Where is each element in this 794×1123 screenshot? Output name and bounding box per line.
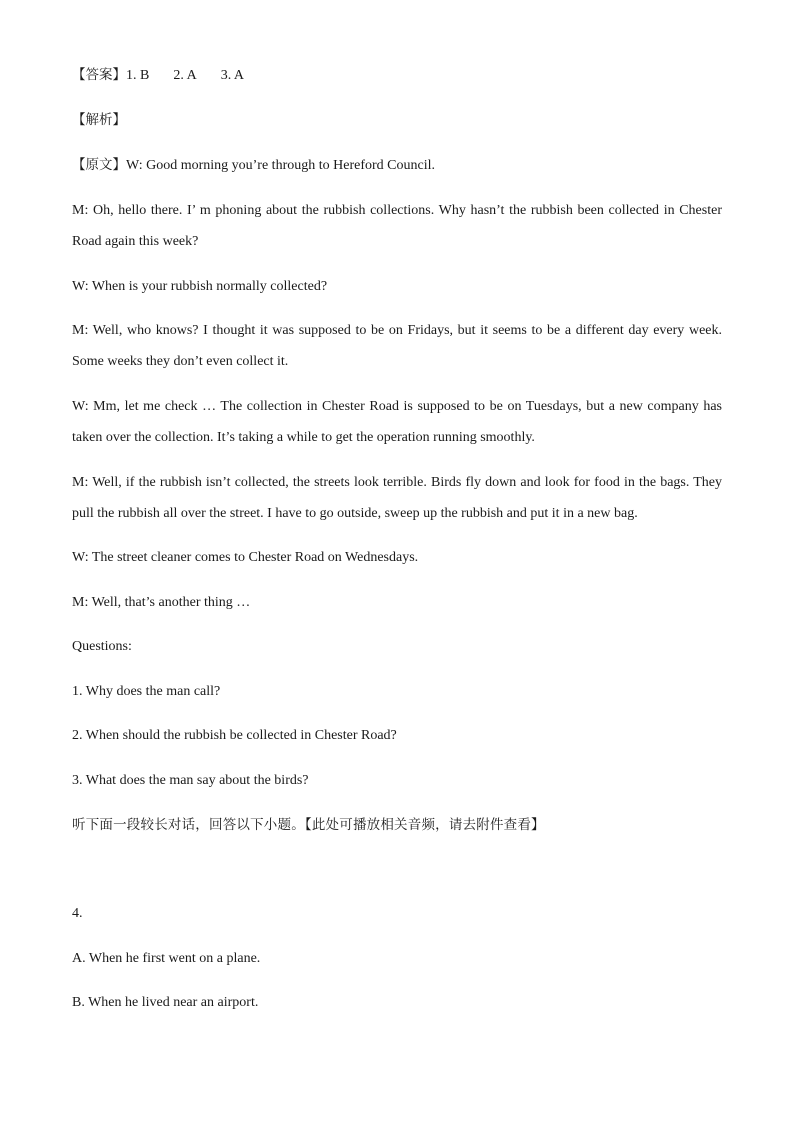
question-1: 1. Why does the man call? xyxy=(72,684,221,699)
transcript-text-1: W: Good morning you’re through to Hereford Council. xyxy=(126,158,435,173)
question-3: 3. What does the man say about the birds? xyxy=(72,773,309,788)
transcript-line-6: M: Well, if the rubbish isn’t collected, the streets look terrible. Birds fly down and look for food in the bags. They pull the rubbish all over the street. I have to go outside, sweep up the rubbish and put it in a new bag. xyxy=(72,475,722,521)
question-4-option-a: A. When he first went on a plane. xyxy=(72,951,261,966)
answer-item-3: 3. A xyxy=(220,68,245,83)
answer-item-1: 1. B xyxy=(126,68,150,83)
question-2: 2. When should the rubbish be collected in Chester Road? xyxy=(72,728,397,743)
question-4-option-b: B. When he lived near an airport. xyxy=(72,995,259,1010)
transcript-line-1 xyxy=(72,150,722,181)
answer-label: 【答案】 xyxy=(72,67,126,83)
answer-line xyxy=(72,60,722,91)
analysis-label: 【解析】 xyxy=(72,112,126,128)
questions-label: Questions: xyxy=(72,639,132,654)
transcript-line-8: M: Well, that’s another thing … xyxy=(72,595,251,610)
answer-item-2: 2. A xyxy=(173,68,197,83)
transcript-line-7: W: The street cleaner comes to Chester Road on Wednesdays. xyxy=(72,550,419,565)
transcript-line-5: W: Mm, let me check … The collection in Chester Road is supposed to be on Tuesdays, but a new company has taken over the collection. It’s taking a while to get the operation running smoothly. xyxy=(72,399,722,445)
transcript-label: 【原文】 xyxy=(72,157,126,173)
transcript-line-2: M: Oh, hello there. I’ m phoning about the rubbish collections. Why hasn’t the rubbish been collected in Chester Road again this week? xyxy=(72,203,722,249)
transcript-line-3: W: When is your rubbish normally collected? xyxy=(72,279,328,294)
question-4-number: 4. xyxy=(72,906,83,921)
section-instruction: 听下面一段较长对话，回答以下小题。【此处可播放相关音频，请去附件查看】 xyxy=(72,817,545,833)
transcript-line-4: M: Well, who knows? I thought it was supposed to be on Fridays, but it seems to be a different day every week. Some weeks they don’t even collect it. xyxy=(72,323,722,369)
